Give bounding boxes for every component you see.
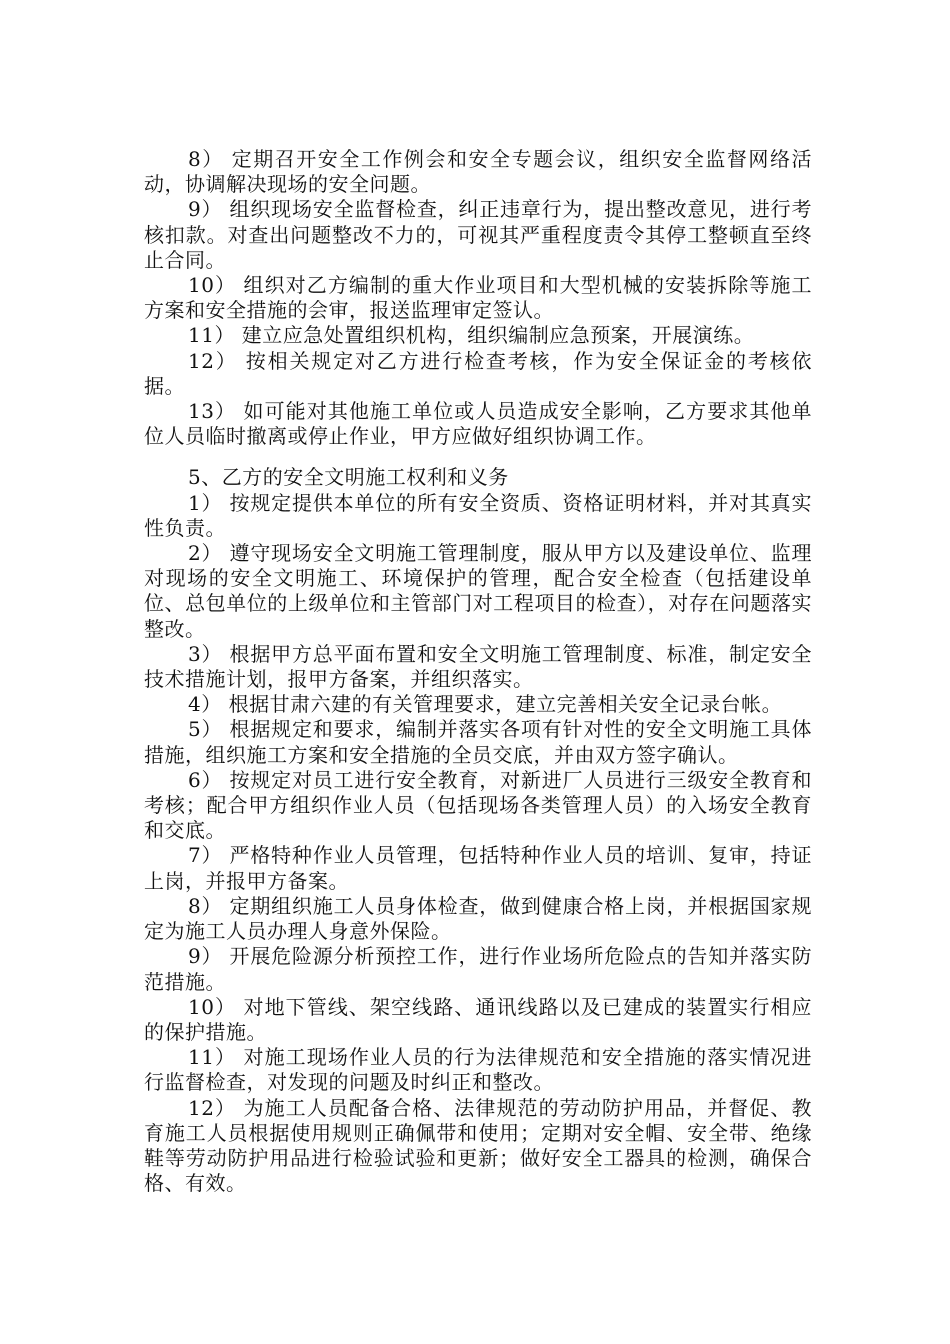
paragraph-item-8: 8） 定期召开安全工作例会和安全专题会议，组织安全监督网络活动，协调解决现场的安全问题。 xyxy=(144,147,812,197)
paragraph-item-12: 12） 按相关规定对乙方进行检查考核，作为安全保证金的考核依据。 xyxy=(144,348,812,398)
paragraph-item-b8: 8） 定期组织施工人员身体检查，做到健康合格上岗，并根据国家规定为施工人员办理人身意外保险。 xyxy=(144,893,812,944)
paragraph-item-b1: 1） 按规定提供本单位的所有安全资质、资格证明材料，并对其真实性负责。 xyxy=(144,490,812,540)
paragraph-item-13: 13） 如可能对其他施工单位或人员造成安全影响，乙方要求其他单位人员临时撤离或停止作业，甲方应做好组织协调工作。 xyxy=(144,399,812,449)
paragraph-item-10: 10） 组织对乙方编制的重大作业项目和大型机械的安装拆除等施工方案和安全措施的会审，报送监理审定签认。 xyxy=(144,273,812,323)
paragraph-item-11: 11） 建立应急处置组织机构，组织编制应急预案，开展演练。 xyxy=(188,323,755,348)
paragraph-item-b7: 7） 严格特种作业人员管理，包括特种作业人员的培训、复审，持证上岗，并报甲方备案。 xyxy=(144,843,812,893)
paragraph-item-b12: 12） 为施工人员配备合格、法律规范的劳动防护用品，并督促、教育施工人员根据使用规则正确佩带和使用；定期对安全帽、安全带、绝缘鞋等劳动防护用品进行检验试验和更新；做好安全工器具的检测，确保合格、有效。 xyxy=(144,1095,812,1196)
paragraph-item-b5: 5） 根据规定和要求，编制并落实各项有针对性的安全文明施工具体措施，组织施工方案和安全措施的全员交底，并由双方签字确认。 xyxy=(144,717,812,767)
paragraph-item-b6: 6） 按规定对员工进行安全教育，对新进厂人员进行三级安全教育和考核；配合甲方组织作业人员（包括现场各类管理人员）的入场安全教育和交底。 xyxy=(144,767,812,843)
paragraph-item-b10: 10） 对地下管线、架空线路、通讯线路以及已建成的装置实行相应的保护措施。 xyxy=(144,994,812,1044)
paragraph-item-b3: 3） 根据甲方总平面布置和安全文明施工管理制度、标准，制定安全技术措施计划，报甲方备案，并组织落实。 xyxy=(144,641,812,692)
document-body xyxy=(144,147,812,1196)
paragraph-item-b4: 4） 根据甘肃六建的有关管理要求，建立完善相关安全记录台帐。 xyxy=(188,692,783,717)
paragraph-item-b2: 2） 遵守现场安全文明施工管理制度，服从甲方以及建设单位、监理对现场的安全文明施工、环境保护的管理，配合安全检查（包括建设单位、总包单位的上级单位和主管部门对工程项目的检查），对存在问题落实整改。 xyxy=(144,541,812,641)
paragraph-item-b9: 9） 开展危险源分析预控工作，进行作业场所危险点的告知并落实防范措施。 xyxy=(144,944,812,994)
section-heading: 5、乙方的安全文明施工权利和义务 xyxy=(188,465,509,490)
paragraph-item-b11: 11） 对施工现场作业人员的行为法律规范和安全措施的落实情况进行监督检查，对发现的问题及时纠正和整改。 xyxy=(144,1045,812,1095)
paragraph-item-9: 9） 组织现场安全监督检查，纠正违章行为，提出整改意见，进行考核扣款。对查出问题整改不力的，可视其严重程度责令其停工整顿直至终止合同。 xyxy=(144,197,812,272)
